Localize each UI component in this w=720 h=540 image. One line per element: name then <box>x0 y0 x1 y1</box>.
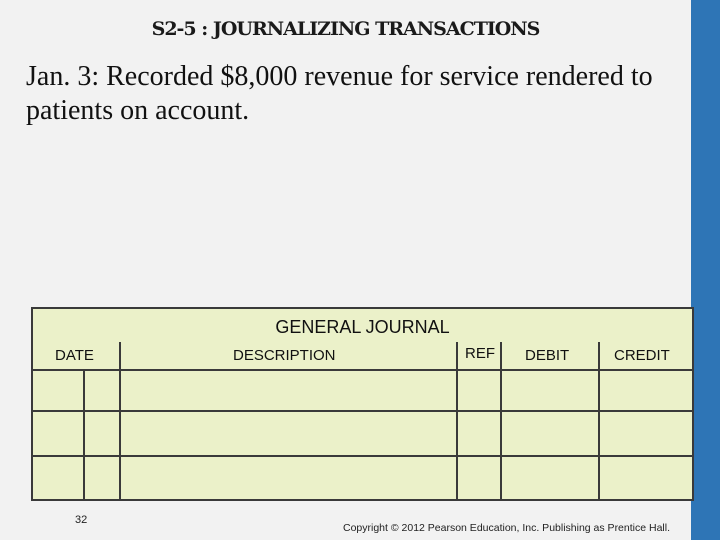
row-2-debit-cell[interactable] <box>502 412 598 455</box>
row-2-month-cell[interactable] <box>33 412 83 455</box>
row-2-day-cell[interactable] <box>85 412 119 455</box>
column-header-description: DESCRIPTION <box>233 347 336 364</box>
row-1-credit-cell[interactable] <box>600 371 692 410</box>
row-1-debit-cell[interactable] <box>502 371 598 410</box>
row-3-debit-cell[interactable] <box>502 457 598 499</box>
transaction-description: Jan. 3: Recorded $8,000 revenue for service rendered to patients on account. <box>26 61 653 126</box>
row-3-day-cell[interactable] <box>85 457 119 499</box>
row-1-description-cell[interactable] <box>121 371 456 410</box>
copyright-notice: Copyright © 2012 Pearson Education, Inc. Publishing as Prentice Hall. <box>343 522 671 534</box>
row-2-credit-cell[interactable] <box>600 412 692 455</box>
row-3-month-cell[interactable] <box>33 457 83 499</box>
row-2-description-cell[interactable] <box>121 412 456 455</box>
row-1-month-cell[interactable] <box>33 371 83 410</box>
slide-title: S2-5 : JOURNALIZING TRANSACTIONS <box>151 18 540 40</box>
row-1-ref-cell[interactable] <box>458 371 500 410</box>
page-number: 32 <box>75 514 88 526</box>
column-header-date: DATE <box>55 347 94 364</box>
row-3-credit-cell[interactable] <box>600 457 692 499</box>
journal-grid <box>33 309 692 499</box>
accent-side-bar <box>691 0 720 540</box>
general-journal-table <box>31 307 694 501</box>
column-header-ref: REF <box>465 345 495 362</box>
journal-title: GENERAL JOURNAL <box>275 317 450 337</box>
row-2-ref-cell[interactable] <box>458 412 500 455</box>
column-header-debit: DEBIT <box>525 347 570 364</box>
row-3-description-cell[interactable] <box>121 457 456 499</box>
column-header-credit: CREDIT <box>614 347 670 364</box>
row-1-day-cell[interactable] <box>85 371 119 410</box>
row-3-ref-cell[interactable] <box>458 457 500 499</box>
